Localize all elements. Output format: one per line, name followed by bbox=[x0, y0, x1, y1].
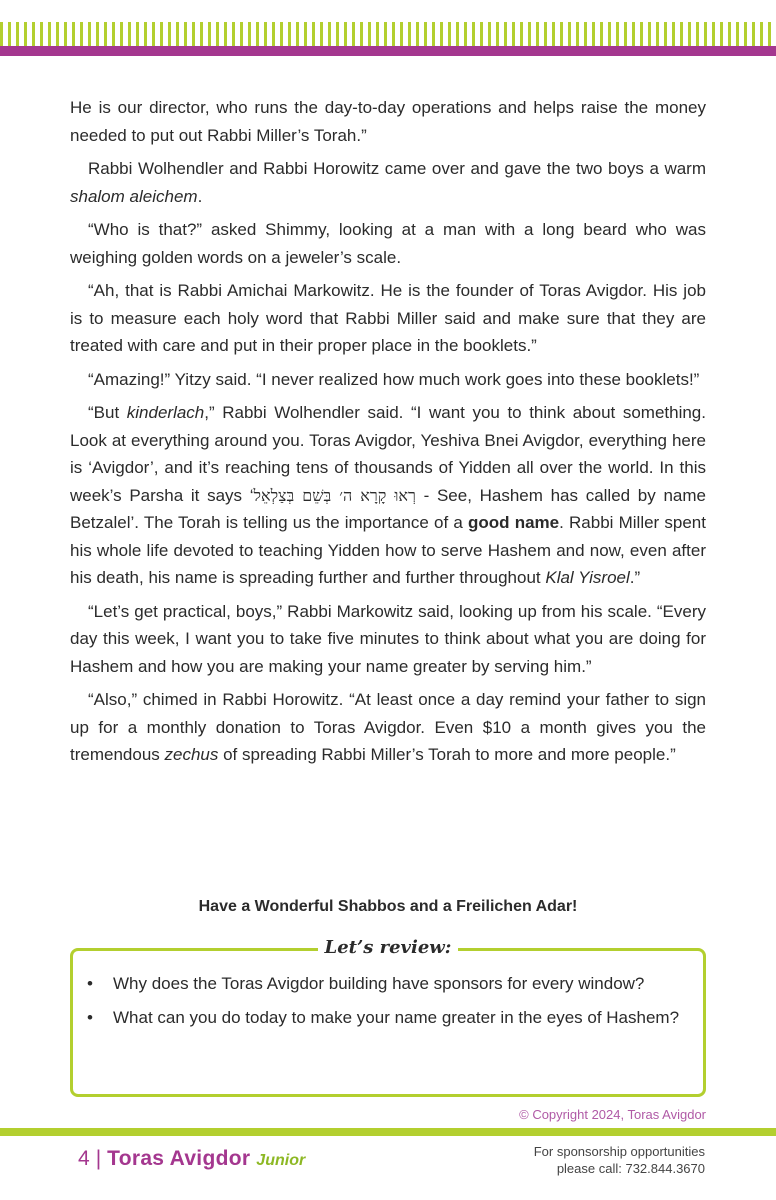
story-paragraph bbox=[70, 155, 706, 210]
paragraph-text: .” bbox=[629, 568, 641, 587]
paragraph-text: He is our director, who runs the day-to-day operations and helps raise the money needed to put out Rabbi Miller’s Torah.” bbox=[70, 98, 706, 145]
review-list bbox=[85, 970, 689, 1037]
review-item-text: What can you do today to make your name greater in the eyes of Hashem? bbox=[113, 1007, 680, 1027]
brand-logo-main: Toras Avigdor bbox=[107, 1147, 251, 1170]
paragraph-text: ,” Rabbi Wolhendler said. “I want you to think about something. Look at everything around you. Toras Avigdor, Yeshiva Bnei Avigdor, everything here is ‘Avigdor’, and it’s reaching tens of thousands of Yidden all over the world. In this week’s Parsha it says ‘ bbox=[70, 403, 706, 505]
paragraph-text: “But bbox=[88, 403, 127, 422]
paragraph-text: . Rabbi Miller spent his whole life devoted to teaching Yidden how to serve Hashem and now, even after his death, his name is spreading further and further throughout bbox=[70, 513, 706, 587]
paragraph-text: “Let’s get practical, boys,” Rabbi Markowitz said, looking up from his scale. “Every day this week, I want you to take five minutes to think about what you are doing for Hashem and how you are making your name greater by serving him.” bbox=[70, 601, 706, 676]
footer-separator: | bbox=[95, 1147, 102, 1170]
paragraph-text: “Also,” chimed in Rabbi Horowitz. “At least once a day remind your father to sign up for a monthly donation to Toras Avigdor. Even $10 a month gives you the tremendous bbox=[70, 690, 706, 764]
paragraph-text: “Amazing!” Yitzy said. “I never realized how much work goes into these booklets!” bbox=[88, 369, 700, 389]
bold-term: good name bbox=[467, 513, 560, 532]
italic-term: kinderlach bbox=[126, 403, 205, 422]
paragraph-text: . bbox=[197, 186, 203, 206]
paragraph-text: - See, Hashem has called by name Betzalel’. The Torah is telling us the importance of a bbox=[70, 485, 706, 532]
paragraph-text: “Ah, that is Rabbi Amichai Markowitz. He is the founder of Toras Avigdor. His job is to measure each holy word that Rabbi Miller said and make sure that they are treated with care and put in their proper place in the booklets.” bbox=[70, 281, 706, 355]
bullet-icon: • bbox=[87, 974, 93, 993]
review-item bbox=[85, 1004, 689, 1032]
top-purple-bar bbox=[0, 46, 776, 56]
brand-logo-junior: Junior bbox=[256, 1152, 306, 1169]
closing-greeting: Have a Wonderful Shabbos and a Freilichen Adar! bbox=[198, 898, 578, 915]
bottom-green-bar bbox=[0, 1128, 776, 1136]
story-paragraph bbox=[70, 686, 706, 769]
italic-term: Klal Yisroel bbox=[545, 568, 630, 587]
story-paragraph bbox=[70, 399, 706, 592]
copyright-notice: © Copyright 2024, Toras Avigdor bbox=[519, 1107, 706, 1122]
review-item-text: Why does the Toras Avigdor building have sponsors for every window? bbox=[113, 974, 645, 993]
italic-term: zechus bbox=[164, 745, 219, 764]
bullet-icon: • bbox=[87, 1007, 93, 1027]
story-paragraph bbox=[70, 598, 706, 681]
italic-term: shalom aleichem bbox=[70, 186, 198, 206]
sponsorship-line: For sponsorship opportunities bbox=[533, 1144, 705, 1159]
sponsorship-phone: please call: 732.844.3670 bbox=[556, 1161, 705, 1176]
hebrew-quote: רְאוּ קָרָא ה׳ בְּשֵׁם בְּצַלְאֵל bbox=[253, 485, 416, 505]
page-number: 4 bbox=[78, 1147, 90, 1170]
paragraph-text: “Who is that?” asked Shimmy, looking at a man with a long beard who was weighing golden words on a jeweler’s scale. bbox=[70, 220, 706, 267]
review-item bbox=[85, 970, 689, 998]
story-paragraph bbox=[70, 94, 706, 149]
story-body bbox=[70, 94, 706, 775]
paragraph-text: of spreading Rabbi Miller’s Torah to more and more people.” bbox=[218, 745, 676, 764]
story-paragraph bbox=[70, 216, 706, 271]
footer-brand bbox=[78, 1147, 305, 1173]
top-decorative-ticks bbox=[0, 22, 776, 46]
paragraph-text: Rabbi Wolhendler and Rabbi Horowitz came over and gave the two boys a warm bbox=[88, 159, 706, 178]
story-paragraph bbox=[70, 277, 706, 360]
sponsorship-info bbox=[534, 1143, 705, 1177]
story-paragraph bbox=[70, 366, 706, 394]
review-title: Let’s review: bbox=[318, 937, 458, 959]
